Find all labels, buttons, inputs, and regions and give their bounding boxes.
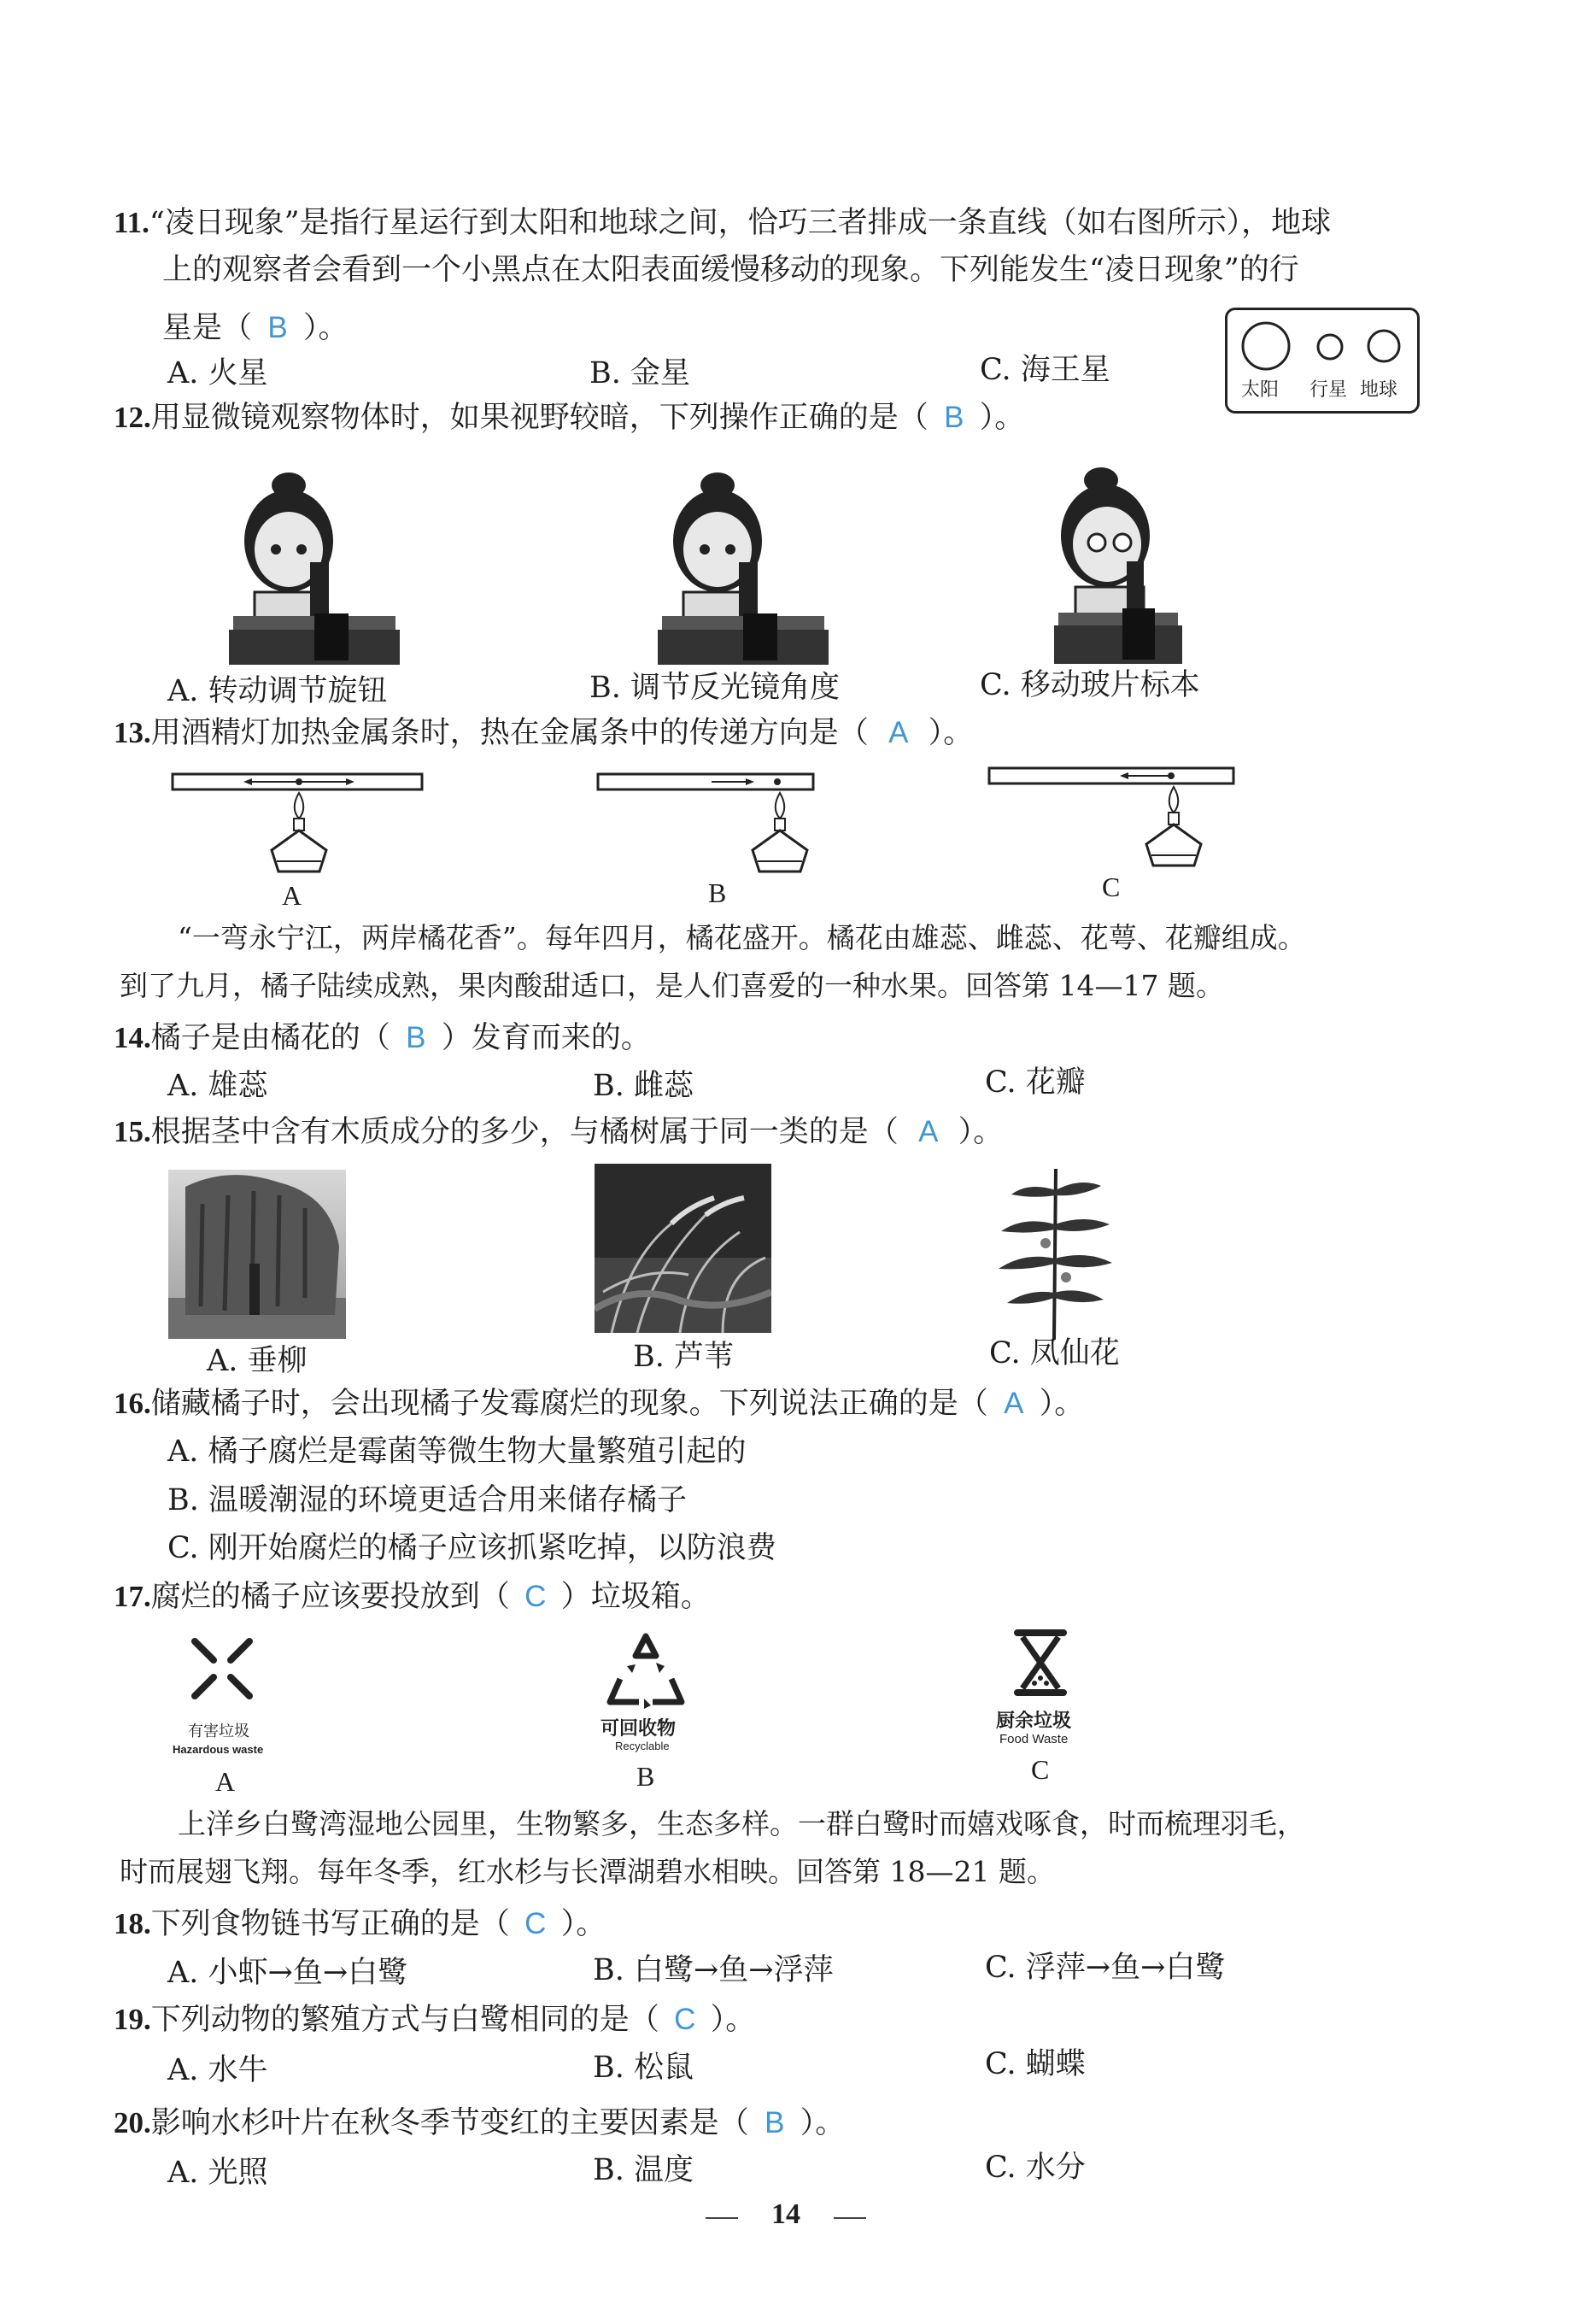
q17-question bbox=[114, 1577, 711, 1617]
q20-option-c[interactable]: C. 水分 bbox=[985, 2151, 1086, 2185]
footer-dash-right bbox=[834, 2217, 866, 2219]
q20-text-pre: 影响水杉叶片在秋冬季节变红的主要因素是（ bbox=[150, 2106, 749, 2140]
q16-option-a[interactable]: A. 橘子腐烂是霉菌等微生物大量繁殖引起的 bbox=[167, 1435, 747, 1469]
bin-b-en: Recyclable bbox=[615, 1740, 670, 1752]
q12-text-pre: 用显微镜观察物体时，如果视野较暗，下列操作正确的是（ bbox=[150, 401, 929, 435]
willow-photo bbox=[168, 1170, 346, 1339]
q14-option-c[interactable]: C. 花瓣 bbox=[985, 1065, 1086, 1100]
bin-b-cn: 可回收物 bbox=[601, 1717, 677, 1739]
q15-option-a[interactable]: A. 垂柳 bbox=[207, 1344, 308, 1378]
q18-option-c[interactable]: C. 浮萍→鱼→白鹭 bbox=[985, 1951, 1226, 1985]
q17-text-post: ）垃圾箱。 bbox=[560, 1580, 711, 1614]
q14-text-post: ）发育而来的。 bbox=[441, 1021, 651, 1055]
passage1-line2: 到了九月，橘子陆续成熟，果肉酸甜适口，是人们喜爱的一种水果。回答第 14—17 题。 bbox=[120, 969, 1224, 1002]
q15-question bbox=[114, 1112, 1003, 1152]
q19-option-b[interactable]: B. 松鼠 bbox=[593, 2051, 694, 2085]
heat-diagram-b bbox=[596, 769, 818, 876]
q20-option-a[interactable]: A. 光照 bbox=[167, 2156, 268, 2190]
q20-answer[interactable]: B bbox=[765, 2106, 785, 2139]
bin-b-label: B bbox=[636, 1761, 655, 1792]
q12-number: 12. bbox=[114, 401, 151, 434]
passage1-line1: “一弯永宁江，两岸橘花香”。每年四月，橘花盛开。橘花由雄蕊、雌蕊、花萼、花瓣组成。 bbox=[178, 921, 1306, 954]
q18-text-post: ）。 bbox=[560, 1907, 606, 1941]
balsam-drawing bbox=[994, 1165, 1114, 1344]
passage2-line1: 上洋乡白鹭湾湿地公园里，生物繁多，生态多样。一群白鹭时而嬉戏啄食，时而梳理羽毛， bbox=[178, 1807, 1305, 1840]
q11-option-a[interactable]: A. 火星 bbox=[167, 356, 268, 390]
q19-question bbox=[114, 2000, 755, 2039]
q20-number: 20. bbox=[114, 2106, 151, 2139]
q19-text-post: ）。 bbox=[710, 2003, 756, 2037]
q12-answer[interactable]: B bbox=[944, 401, 964, 434]
bin-c-label: C bbox=[1031, 1754, 1050, 1785]
q11-line1 bbox=[114, 203, 1331, 243]
q13-text-post: ）。 bbox=[928, 716, 974, 750]
q11-line3 bbox=[162, 308, 349, 348]
q12-text-post: ）。 bbox=[979, 401, 1025, 435]
microscope-kid-c bbox=[1054, 459, 1182, 664]
heat-diagram-c bbox=[987, 763, 1244, 870]
q14-answer[interactable]: B bbox=[406, 1021, 426, 1054]
q15-number: 15. bbox=[114, 1115, 151, 1148]
page-number: 14 bbox=[771, 2198, 800, 2230]
sun-label: 太阳 bbox=[1241, 379, 1280, 400]
q15-answer[interactable]: A bbox=[918, 1115, 939, 1148]
q11-line2: 上的观察者会看到一个小黑点在太阳表面缓慢移动的现象。下列能发生“凌日现象”的行 bbox=[162, 253, 1299, 287]
q11-option-b[interactable]: B. 金星 bbox=[589, 356, 690, 390]
bin-c-en: Food Waste bbox=[999, 1732, 1069, 1746]
earth-label: 地球 bbox=[1360, 379, 1398, 400]
microscope-kid-b bbox=[658, 464, 829, 665]
q20-option-b[interactable]: B. 温度 bbox=[593, 2153, 694, 2187]
q11-text-3-pre: 星是（ bbox=[162, 311, 253, 345]
q12-option-c[interactable]: C. 移动玻片标本 bbox=[980, 668, 1200, 702]
bin-a-label: A bbox=[215, 1766, 236, 1797]
q19-answer[interactable]: C bbox=[674, 2003, 696, 2036]
q15-option-c[interactable]: C. 凤仙花 bbox=[989, 1336, 1120, 1370]
q17-answer[interactable]: C bbox=[524, 1580, 547, 1613]
earth-circle bbox=[1368, 331, 1399, 361]
q14-text-pre: 橘子是由橘花的（ bbox=[150, 1021, 390, 1055]
q14-option-a[interactable]: A. 雄蕊 bbox=[167, 1069, 268, 1103]
q18-number: 18. bbox=[114, 1907, 151, 1940]
q11-answer[interactable]: B bbox=[267, 311, 288, 344]
planet-label: 行星 bbox=[1309, 379, 1348, 400]
q18-text-pre: 下列食物链书写正确的是（ bbox=[150, 1907, 510, 1941]
bin-a-en: Hazardous waste bbox=[173, 1743, 264, 1756]
q14-number: 14. bbox=[114, 1021, 151, 1054]
q12-option-a[interactable]: A. 转动调节旋钮 bbox=[167, 674, 388, 708]
transit-diagram bbox=[1225, 308, 1420, 414]
bin-a-cn: 有害垃圾 bbox=[188, 1722, 249, 1740]
q13-text-pre: 用酒精灯加热金属条时，热在金属条中的传递方向是（ bbox=[150, 716, 869, 750]
q19-text-pre: 下列动物的繁殖方式与白鹭相同的是（ bbox=[150, 2003, 659, 2037]
heat-label-a: A bbox=[282, 880, 302, 911]
q15-text-post: ）。 bbox=[958, 1115, 1004, 1149]
q16-question bbox=[114, 1384, 1084, 1423]
bin-c-cn: 厨余垃圾 bbox=[996, 1710, 1072, 1731]
q11-text-3-post: ）。 bbox=[303, 311, 349, 345]
q17-number: 17. bbox=[114, 1580, 151, 1613]
q13-number: 13. bbox=[114, 716, 151, 749]
q16-option-c[interactable]: C. 刚开始腐烂的橘子应该抓紧吃掉，以防浪费 bbox=[167, 1531, 776, 1565]
heat-label-c: C bbox=[1102, 872, 1121, 902]
q16-text-post: ）。 bbox=[1039, 1387, 1085, 1421]
q15-option-b[interactable]: B. 芦苇 bbox=[633, 1340, 734, 1374]
heat-label-b: B bbox=[708, 877, 727, 908]
footer-dash-left bbox=[706, 2217, 738, 2219]
q18-question bbox=[114, 1904, 606, 1944]
sun-circle bbox=[1243, 323, 1289, 369]
heat-diagram-a bbox=[171, 769, 427, 876]
q16-option-b[interactable]: B. 温暖潮湿的环境更适合用来储存橘子 bbox=[167, 1483, 687, 1517]
planet-circle bbox=[1318, 335, 1342, 359]
hazardous-waste-icon bbox=[188, 1634, 256, 1703]
q17-text-pre: 腐烂的橘子应该要投放到（ bbox=[150, 1580, 510, 1614]
q11-text-1: “凌日现象”是指行星运行到太阳和地球之间，恰巧三者排成一条直线（如右图所示），地球 bbox=[149, 206, 1332, 240]
q18-answer[interactable]: C bbox=[524, 1907, 547, 1940]
q13-answer[interactable]: A bbox=[888, 716, 909, 749]
q11-number: 11. bbox=[114, 206, 149, 239]
q19-number: 19. bbox=[114, 2003, 151, 2036]
q14-option-b[interactable]: B. 雌蕊 bbox=[593, 1069, 694, 1103]
recyclable-icon bbox=[603, 1632, 688, 1713]
q13-question bbox=[114, 713, 973, 753]
reed-photo bbox=[595, 1164, 771, 1333]
q19-option-c[interactable]: C. 蝴蝶 bbox=[985, 2047, 1086, 2081]
page-footer bbox=[700, 2198, 871, 2241]
q15-text-pre: 根据茎中含有木质成分的多少，与橘树属于同一类的是（ bbox=[150, 1115, 899, 1149]
microscope-kid-a bbox=[229, 464, 400, 665]
q20-question bbox=[114, 2104, 845, 2143]
q19-option-a[interactable]: A. 水牛 bbox=[167, 2053, 268, 2087]
q16-number: 16. bbox=[114, 1387, 151, 1420]
food-waste-icon bbox=[1011, 1629, 1070, 1697]
q18-option-a[interactable]: A. 小虾→鱼→白鹭 bbox=[167, 1956, 408, 1990]
passage2-line2: 时而展翅飞翔。每年冬季，红水杉与长潭湖碧水相映。回答第 18—21 题。 bbox=[120, 1855, 1055, 1888]
q20-text-post: ）。 bbox=[800, 2106, 846, 2140]
q11-option-c[interactable]: C. 海王星 bbox=[980, 353, 1110, 387]
q12-option-b[interactable]: B. 调节反光镜角度 bbox=[589, 671, 840, 705]
q16-text-pre: 储藏橘子时，会出现橘子发霉腐烂的现象。下列说法正确的是（ bbox=[150, 1387, 988, 1421]
q12-question bbox=[114, 398, 1024, 437]
q18-option-b[interactable]: B. 白鹭→鱼→浮萍 bbox=[593, 1953, 834, 1987]
q14-question bbox=[114, 1018, 651, 1058]
q16-answer[interactable]: A bbox=[1004, 1387, 1024, 1420]
